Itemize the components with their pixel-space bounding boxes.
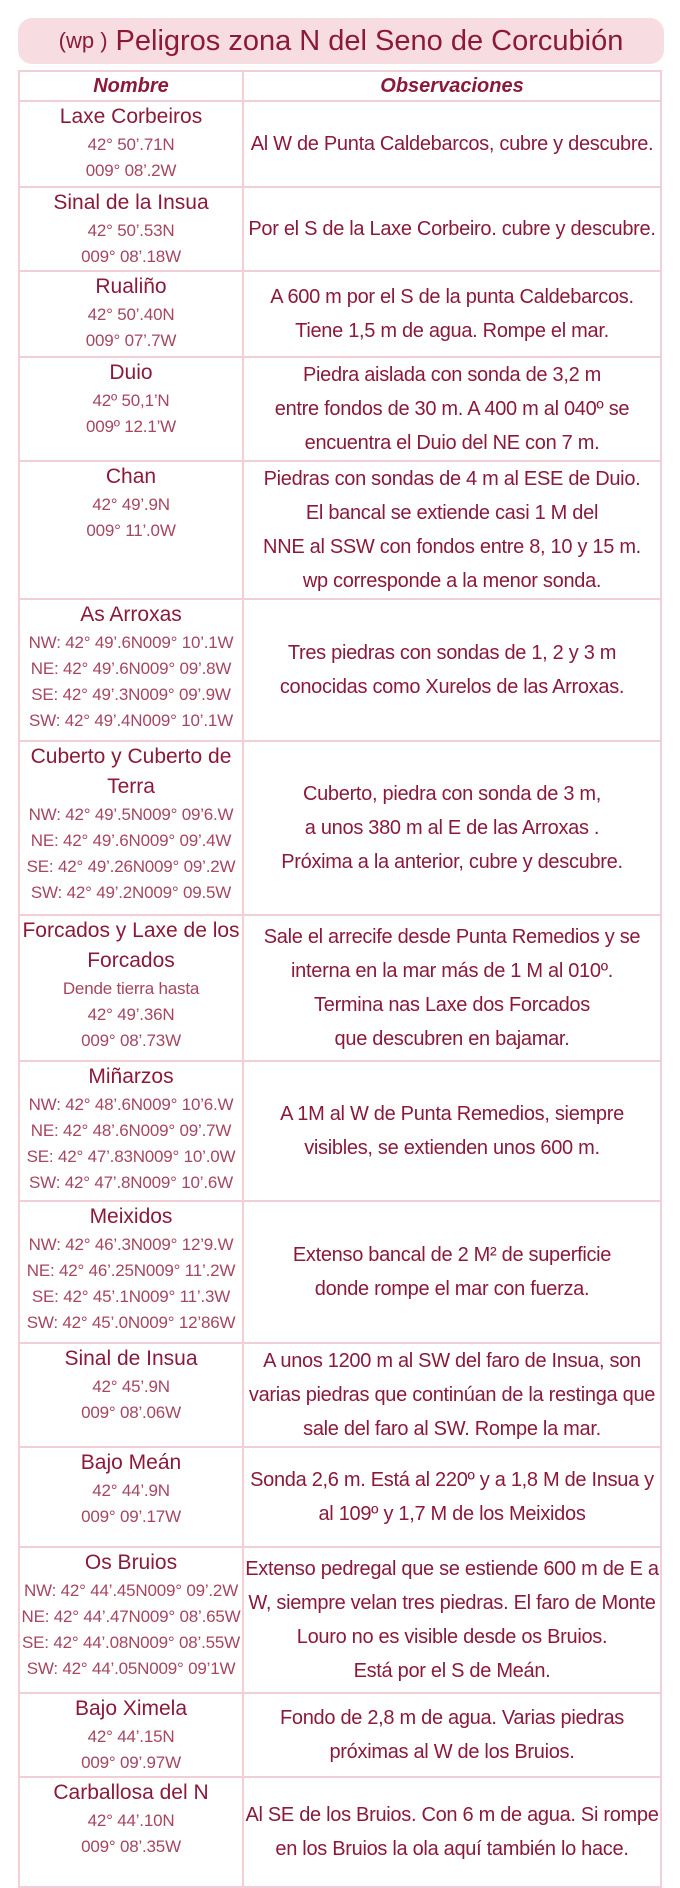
hazard-coordinate: 42° 50’.40N: [87, 305, 175, 324]
hazard-name: Meixidos: [89, 1205, 173, 1228]
hazard-coordinate: 42° 44’.15N: [87, 1727, 175, 1746]
hazard-coordinate: NE: 42° 49’.6N009° 09’.4W: [30, 831, 232, 850]
hazard-observation-line: varias piedras que continúan de la restinga que: [248, 1384, 656, 1406]
hazard-observation-line: wp corresponde a la menor sonda.: [302, 570, 602, 592]
table-row: [19, 461, 661, 599]
hazard-name-cell: [19, 461, 243, 599]
hazard-observation-line: a unos 380 m al E de las Arroxas .: [304, 817, 600, 839]
table-row: [19, 1693, 661, 1777]
hazard-name-cell: [19, 741, 243, 915]
hazard-coordinate: NE: 42° 48’.6N009° 09’.7W: [30, 1121, 232, 1140]
hazard-name: Forcados: [87, 949, 175, 972]
hazard-observation-cell: [243, 101, 661, 187]
hazard-coordinate: 009° 08’.06W: [81, 1403, 181, 1422]
hazard-observation-line: Cuberto, piedra con sonda de 3 m,: [302, 783, 602, 805]
hazard-observation-line: Piedras con sondas de 4 m al ESE de Duio.: [263, 468, 641, 490]
hazard-observation-cell: [243, 1693, 661, 1777]
hazard-name: Terra: [107, 775, 155, 798]
hazard-observation-line: Está por el S de Meán.: [353, 1660, 551, 1682]
hazard-observation-line: próximas al W de los Bruios.: [329, 1741, 575, 1763]
hazard-observation-line: Próxima a la anterior, cubre y descubre.: [281, 851, 623, 873]
table-row: [19, 1061, 661, 1201]
hazard-coordinate: 42º 50,1’N: [92, 391, 170, 410]
hazard-name-cell: [19, 1447, 243, 1547]
hazard-observation-line: Sonda 2,6 m. Está al 220º y a 1,8 M de Insua y: [250, 1469, 654, 1491]
table-row: [19, 915, 661, 1061]
table-row: [19, 1343, 661, 1447]
hazard-name: Os Bruios: [84, 1551, 178, 1574]
hazard-name-cell: [19, 101, 243, 187]
hazard-name: Sinal de Insua: [64, 1347, 198, 1370]
hazard-observation-line: que descubren en bajamar.: [334, 1028, 570, 1050]
hazard-observation-line: Fondo de 2,8 m de agua. Varias piedras: [279, 1707, 624, 1729]
hazard-observation-line: Extenso bancal de 2 M² de superficie: [292, 1244, 612, 1266]
hazard-observation-line: NNE al SSW con fondos entre 8, 10 y 15 m.: [263, 536, 641, 558]
hazard-name-cell: [19, 1693, 243, 1777]
hazard-observation-cell: [243, 357, 661, 461]
hazard-observation-line: W, siempre velan tres piedras. El faro de Monte: [248, 1592, 656, 1614]
hazard-coordinate: 009° 08’.35W: [81, 1837, 181, 1856]
hazard-observation-line: A unos 1200 m al SW del faro de Insua, son: [263, 1350, 641, 1372]
hazard-coordinate: 009° 11’.0W: [86, 521, 176, 540]
hazard-observation-line: al 109º y 1,7 M de los Meixidos: [318, 1503, 586, 1525]
hazard-coordinate: 42° 50’.53N: [87, 221, 175, 240]
table-row: [19, 187, 661, 271]
hazard-name-cell: [19, 1547, 243, 1693]
header-name: Nombre: [19, 71, 243, 101]
hazard-observation-cell: [243, 1777, 661, 1887]
hazard-name: Forcados y Laxe de los: [22, 919, 240, 942]
table-row: [19, 1547, 661, 1693]
hazard-coordinate: 42° 49’.36N: [87, 1005, 175, 1024]
hazard-coordinate: 009° 07’.7W: [85, 331, 177, 350]
table-row: [19, 741, 661, 915]
hazard-coordinate: 009° 08’.18W: [81, 247, 181, 266]
table-row: [19, 1447, 661, 1547]
table-row: [19, 357, 661, 461]
hazard-observation-cell: [243, 1061, 661, 1201]
hazard-observation-line: Termina nas Laxe dos Forcados: [314, 994, 590, 1016]
hazard-name: Chan: [105, 465, 157, 488]
table-row: [19, 101, 661, 187]
hazard-coordinate: SE: 42° 49’.26N009° 09’.2W: [26, 857, 236, 876]
hazard-coordinate: 42° 44’.9N: [92, 1481, 170, 1500]
hazard-coordinate: NE: 42° 44’.47N009° 08’.65W: [21, 1607, 241, 1626]
hazard-coordinate: NW: 42° 44’.45N009° 09’.2W: [23, 1581, 239, 1600]
hazard-observation-line: encuentra el Duio del NE con 7 m.: [304, 432, 600, 454]
hazard-observation-line: Louro no es visible desde os Bruios.: [296, 1626, 608, 1648]
hazard-name: Bajo Ximela: [74, 1697, 188, 1720]
table-row: [19, 1201, 661, 1343]
hazard-coordinate: NW: 42° 49’.5N009° 09’6.W: [28, 805, 234, 824]
hazard-coordinate: Dende tierra hasta: [62, 979, 200, 998]
hazard-coordinate: SE: 42° 49’.3N009° 09’.9W: [31, 685, 231, 704]
hazard-name: Duio: [109, 361, 153, 384]
hazard-name: Carballosa del N: [53, 1781, 209, 1804]
hazard-observation-cell: [243, 915, 661, 1061]
hazard-name-cell: [19, 1201, 243, 1343]
hazard-observation-line: interna en la mar más de 1 M al 010º.: [291, 960, 613, 982]
hazard-observation-line: Piedra aislada con sonda de 3,2 m: [302, 364, 602, 386]
hazard-observation-line: Por el S de la Laxe Corbeiro. cubre y descubre.: [248, 218, 656, 240]
hazard-coordinate: SE: 42° 44’.08N009° 08’.55W: [22, 1633, 240, 1652]
hazard-coordinate: 009° 09’.97W: [81, 1753, 181, 1772]
hazard-coordinate: 42° 44’.10N: [87, 1811, 175, 1830]
hazard-coordinate: NE: 42° 46’.25N009° 11’.2W: [26, 1261, 236, 1280]
page-title: Peligros zona N del Seno de Corcubión: [115, 24, 624, 57]
hazard-name: Cuberto y Cuberto de: [30, 745, 232, 768]
table-row: [19, 271, 661, 357]
hazard-observation-line: El bancal se extiende casi 1 M del: [305, 502, 599, 524]
hazard-name-cell: [19, 1343, 243, 1447]
hazard-observation-line: donde rompe el mar con fuerza.: [314, 1278, 590, 1300]
hazard-observation-line: A 1M al W de Punta Remedios, siempre: [280, 1103, 624, 1125]
hazard-coordinate: SW: 42° 45’.0N009° 12’86W: [26, 1313, 236, 1332]
hazard-observation-line: sale del faro al SW. Rompe la mar.: [303, 1418, 601, 1440]
hazard-observation-line: Tiene 1,5 m de agua. Rompe el mar.: [295, 320, 609, 342]
hazard-coordinate: SE: 42° 45’.1N009° 11’.3W: [31, 1287, 231, 1306]
hazard-observation-cell: [243, 461, 661, 599]
hazard-name: Bajo Meán: [80, 1451, 182, 1474]
hazard-coordinate: 009º 12.1’W: [85, 417, 176, 436]
hazard-name-cell: [19, 599, 243, 741]
hazard-observation-line: Tres piedras con sondas de 1, 2 y 3 m: [287, 642, 617, 664]
hazard-coordinate: NW: 42° 46’.3N009° 12’9.W: [28, 1235, 234, 1254]
hazard-coordinate: NE: 42° 49’.6N009° 09’.8W: [30, 659, 232, 678]
hazard-observation-line: A 600 m por el S de la punta Caldebarcos.: [270, 286, 634, 308]
hazard-observation-cell: [243, 1447, 661, 1547]
hazard-observation-line: Sale el arrecife desde Punta Remedios y se: [263, 926, 641, 948]
hazard-observation-cell: [243, 741, 661, 915]
hazard-name-cell: [19, 187, 243, 271]
hazard-observation-cell: [243, 187, 661, 271]
hazard-coordinate: 42° 49’.9N: [92, 495, 170, 514]
hazard-observation-line: Extenso pedregal que se estiende 600 m de E a: [245, 1558, 659, 1580]
hazard-observation-line: Al SE de los Bruios. Con 6 m de agua. Si rompe: [245, 1804, 659, 1826]
hazard-coordinate: SW: 42° 47’.8N009° 10’.6W: [29, 1173, 233, 1192]
hazard-name: Miñarzos: [88, 1065, 174, 1088]
hazard-observation-line: Al W de Punta Caldebarcos, cubre y descubre.: [250, 133, 654, 155]
hazard-name: Sinal de la Insua: [53, 191, 209, 214]
hazard-name: As Arroxas: [80, 603, 182, 626]
hazard-coordinate: NW: 42° 49’.6N009° 10’.1W: [28, 633, 234, 652]
hazard-observation-line: entre fondos de 30 m. A 400 m al 040º se: [274, 398, 630, 420]
hazard-observation-line: en los Bruios la ola aquí también lo hace.: [275, 1838, 629, 1860]
hazard-coordinate: 009° 08’.2W: [85, 161, 177, 180]
hazard-observation-line: visibles, se extienden unos 600 m.: [304, 1137, 600, 1159]
hazard-coordinate: 009° 08’.73W: [81, 1031, 181, 1050]
hazard-observation-cell: [243, 1201, 661, 1343]
hazard-observation-line: conocidas como Xurelos de las Arroxas.: [279, 676, 625, 698]
hazard-name-cell: [19, 1061, 243, 1201]
table-row: [19, 599, 661, 741]
hazard-name-cell: [19, 1777, 243, 1887]
table-header-row: [19, 71, 661, 101]
hazard-coordinate: SE: 42° 47’.83N009° 10’.0W: [26, 1147, 236, 1166]
hazard-observation-cell: [243, 599, 661, 741]
hazard-coordinate: 42° 50’.71N: [87, 135, 175, 154]
hazards-table: [18, 70, 662, 1888]
hazard-coordinate: SW: 42° 49’.4N009° 10’.1W: [29, 711, 233, 730]
hazard-coordinate: NW: 42° 48’.6N009° 10’6.W: [28, 1095, 234, 1114]
hazard-coordinate: 009° 09’.17W: [81, 1507, 181, 1526]
header-observations: Observaciones: [243, 71, 661, 101]
hazard-coordinate: SW: 42° 49’.2N009° 09.5W: [30, 883, 232, 902]
hazard-observation-cell: [243, 1547, 661, 1693]
hazard-observation-cell: [243, 271, 661, 357]
hazard-name-cell: [19, 915, 243, 1061]
hazard-observation-cell: [243, 1343, 661, 1447]
title-prefix: (wp ): [58, 28, 108, 53]
hazard-name-cell: [19, 271, 243, 357]
table-body: [19, 101, 661, 1887]
title-banner: [18, 18, 664, 64]
hazard-name: Rualiño: [95, 275, 167, 298]
hazard-name: Laxe Corbeiros: [59, 105, 203, 128]
table-row: [19, 1777, 661, 1887]
hazard-coordinate: 42° 45’.9N: [92, 1377, 170, 1396]
hazard-coordinate: SW: 42° 44’.05N009° 09’1W: [26, 1659, 236, 1678]
hazard-name-cell: [19, 357, 243, 461]
